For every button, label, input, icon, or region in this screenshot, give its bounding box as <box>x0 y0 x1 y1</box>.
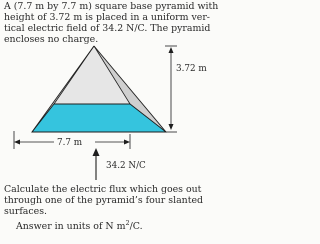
answer-prefix: Answer in units of <box>16 221 106 232</box>
answer-unit-suffix: /C. <box>129 221 143 232</box>
answer-unit-exponent: 2 <box>125 218 130 227</box>
base-arrow-right-head <box>124 140 130 145</box>
field-arrow-head <box>93 148 100 156</box>
problem-statement: A (7.7 m by 7.7 m) square base pyramid with height of 3.72 m is placed in a uniform ver- tical electric field of 34.2 N/C. The pyramid encloses no charge. <box>4 1 219 45</box>
field-label: 34.2 N/C <box>106 161 146 171</box>
base-arrow-left-head <box>14 140 20 145</box>
height-arrow-down-head <box>169 124 174 130</box>
height-label: 3.72 m <box>176 64 207 74</box>
base-label: 7.7 m <box>57 138 83 148</box>
question-statement: Calculate the electric flux which goes out through one of the pyramid’s four slanted surfaces. <box>4 184 204 217</box>
pyramid-figure <box>0 44 252 184</box>
answer-units-line <box>16 218 143 232</box>
height-arrow-up-head <box>169 47 174 53</box>
answer-unit-base: N m <box>105 221 126 232</box>
